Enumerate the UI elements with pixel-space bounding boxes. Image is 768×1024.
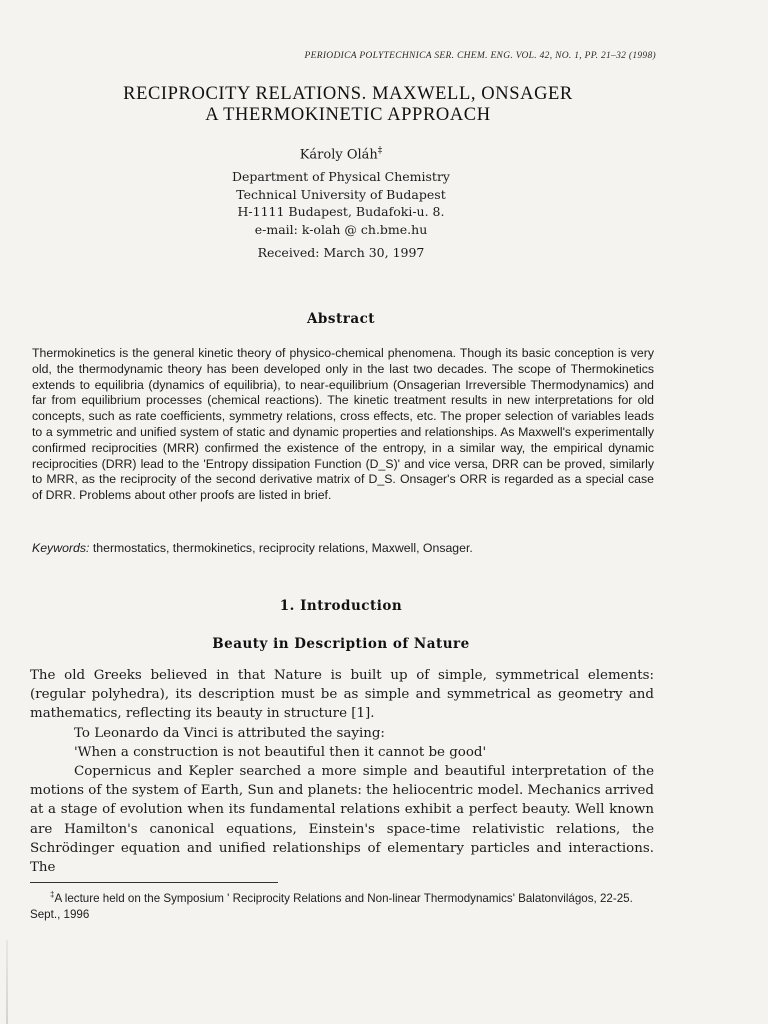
title-line-2: A THERMOKINETIC APPROACH — [205, 105, 491, 125]
affiliation-line: Department of Physical Chemistry — [232, 169, 450, 184]
paragraph: Copernicus and Kepler searched a more simple and beautiful interpretation of the motions of the system of Earth, Sun and planets: the heliocentric model. Mechanics arrived at a stage of evolution when its fundamental relations exhibit a perfect beauty. Well known are Hamilton's canonical equations, Einstein's space-time relativistic relations, the Schrödinger equation and unified relationships of elementary particles and interactions. The — [30, 764, 654, 876]
footnote-rule — [30, 882, 278, 883]
affiliation-line: H-1111 Budapest, Budafoki-u. 8. — [237, 204, 445, 219]
subsection-heading: Beauty in Description of Nature — [212, 636, 470, 652]
footnote-marker: ‡ — [50, 890, 55, 899]
paragraph: To Leonardo da Vinci is attributed the saying: — [74, 725, 385, 741]
affiliation-line: Technical University of Budapest — [236, 186, 446, 202]
keywords-text: thermostatics, thermokinetics, reciprocity relations, Maxwell, Onsager. — [92, 541, 473, 555]
paragraph: The old Greeks believed in that Nature is built up of simple, symmetrical elements: (regular polyhedra), its description must be as simple and symmetrical as geometry and mathematics, reflecting its beauty in structure [1]. — [30, 668, 654, 722]
keywords — [32, 541, 654, 555]
paper-title — [0, 84, 696, 126]
affiliation-email: e-mail: k-olah @ ch.bme.hu — [254, 221, 428, 237]
keywords-label: Keywords: — [32, 541, 90, 555]
section-heading: 1. Introduction — [279, 598, 403, 614]
body-text — [30, 666, 654, 877]
received-date: Received: March 30, 1997 — [257, 245, 425, 260]
title-line-1: RECIPROCITY RELATIONS. MAXWELL, ONSAGER — [123, 84, 573, 104]
footnote — [30, 887, 654, 923]
author-name: Károly Oláh — [299, 147, 378, 163]
abstract-heading: Abstract — [306, 311, 376, 327]
scan-edge-artifact — [6, 940, 8, 1024]
author-footnote-marker: ‡ — [377, 146, 383, 156]
affiliation — [0, 168, 682, 238]
footnote-text: A lecture held on the Symposium ' Reciprocity Relations and Non-linear Thermodynamics' Balatonvilágos, 22-25. Sept., 1996 — [30, 891, 633, 921]
abstract-text: Thermokinetics is the general kinetic theory of physico-chemical phenomena. Though its basic conception is very old, the thermodynamic theory has been developed only in the last two decades. The scope of Thermokinetics extends to equilibria (dynamics of equilibria), to near-equilibrium (Onsagerian Irreversible Thermodynamics) and far from equilibrium processes (chemical reactions). The kinetic treatment results in new interpretations for old concepts, such as rate coefficients, symmetry relations, cross effects, etc. The proper selection of variables leads to a symmetric and unified system of static and dynamic properties and relationships. As Maxwell's experimentally confirmed reciprocities (MRR) confirmed the existence of the entropy, in a similar way, the empirical dynamic reciprocities (DRR) lead to the 'Entropy dissipation Function (D_S)' and vice versa, DRR can be proved, similarly to MRR, as the reciprocity of the second derivative matrix of D_S. Onsager's ORR is regarded as a special case of DRR. Problems about other proofs are listed in brief. — [32, 346, 654, 503]
author — [0, 146, 682, 162]
journal-header: PERIODICA POLYTECHNICA SER. CHEM. ENG. VOL. 42, NO. 1, PP. 21–32 (1998) — [304, 51, 656, 61]
quote: 'When a construction is not beautiful then it cannot be good' — [74, 744, 487, 760]
